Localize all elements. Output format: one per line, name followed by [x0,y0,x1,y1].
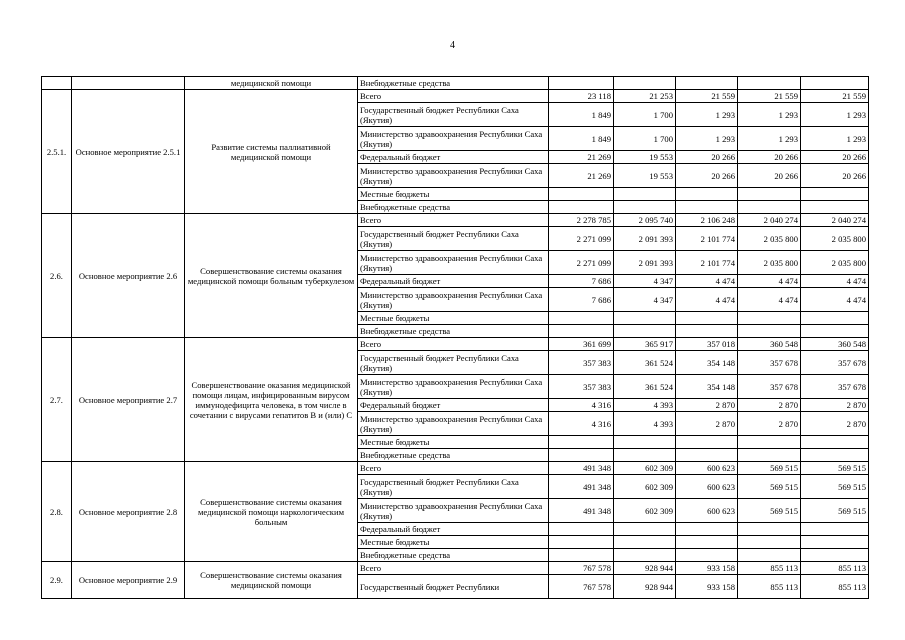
measure-name-cell: медицинской помощи [185,77,358,90]
value-cell: 2 035 800 [738,251,801,275]
value-cell: 1 293 [801,103,869,127]
value-cell [614,449,676,462]
value-cell [549,188,614,201]
value-cell [676,312,738,325]
value-cell: 1 849 [549,127,614,151]
value-cell: 1 293 [738,103,801,127]
value-cell [801,436,869,449]
value-cell: 2 870 [801,412,869,436]
value-cell: 20 266 [676,164,738,188]
source-cell: Государственный бюджет Республики [358,575,549,599]
value-cell: 491 348 [549,499,614,523]
value-cell: 357 678 [738,351,801,375]
value-cell: 20 266 [676,151,738,164]
value-cell: 2 101 774 [676,227,738,251]
code-cell: 2.6. [42,214,72,338]
source-cell: Министерство здравоохранения Республики Саха (Якутия) [358,375,549,399]
value-cell: 855 113 [738,562,801,575]
measure-name-cell: Совершенствование системы оказания медицинской помощи больным туберкулезом [185,214,358,338]
value-cell [738,325,801,338]
value-cell: 855 113 [738,575,801,599]
value-cell: 2 091 393 [614,227,676,251]
value-cell [738,77,801,90]
value-cell: 4 474 [676,288,738,312]
value-cell [549,77,614,90]
value-cell [549,523,614,536]
value-cell: 1 293 [676,127,738,151]
table-row [42,90,869,103]
value-cell [801,523,869,536]
value-cell [549,436,614,449]
value-cell: 600 623 [676,475,738,499]
value-cell: 19 553 [614,151,676,164]
source-cell: Министерство здравоохранения Республики Саха (Якутия) [358,127,549,151]
value-cell [676,77,738,90]
value-cell [676,549,738,562]
measure-name-cell: Развитие системы паллиативной медицинской помощи [185,90,358,214]
source-cell: Внебюджетные средства [358,325,549,338]
value-cell [738,449,801,462]
value-cell [738,312,801,325]
measure-cell: Основное мероприятие 2.5.1 [72,90,185,214]
source-cell: Федеральный бюджет [358,275,549,288]
value-cell [614,325,676,338]
value-cell: 357 383 [549,351,614,375]
budget-table [41,76,869,599]
value-cell [738,436,801,449]
value-cell [614,536,676,549]
source-cell: Внебюджетные средства [358,549,549,562]
value-cell [676,201,738,214]
source-cell: Местные бюджеты [358,536,549,549]
value-cell [614,188,676,201]
source-cell: Внебюджетные средства [358,77,549,90]
value-cell: 354 148 [676,375,738,399]
value-cell: 2 870 [676,412,738,436]
value-cell [676,449,738,462]
value-cell: 2 040 274 [801,214,869,227]
page-number: 4 [450,40,455,51]
source-cell: Внебюджетные средства [358,449,549,462]
value-cell [549,325,614,338]
source-cell: Федеральный бюджет [358,399,549,412]
value-cell: 569 515 [801,499,869,523]
value-cell: 602 309 [614,475,676,499]
value-cell: 2 870 [676,399,738,412]
value-cell [614,201,676,214]
value-cell: 361 699 [549,338,614,351]
value-cell [614,436,676,449]
value-cell: 767 578 [549,562,614,575]
measure-cell: Основное мероприятие 2.8 [72,462,185,562]
value-cell [738,188,801,201]
value-cell: 20 266 [801,164,869,188]
value-cell: 928 944 [614,562,676,575]
code-cell [42,77,72,90]
source-cell: Министерство здравоохранения Республики Саха (Якутия) [358,288,549,312]
value-cell: 569 515 [738,499,801,523]
source-cell: Всего [358,338,549,351]
value-cell [549,312,614,325]
value-cell: 602 309 [614,499,676,523]
value-cell: 21 559 [801,90,869,103]
value-cell [549,449,614,462]
value-cell: 357 383 [549,375,614,399]
measure-cell: Основное мероприятие 2.7 [72,338,185,462]
value-cell: 357 678 [801,375,869,399]
value-cell: 361 524 [614,375,676,399]
value-cell [801,312,869,325]
value-cell: 361 524 [614,351,676,375]
value-cell: 2 035 800 [801,227,869,251]
source-cell: Местные бюджеты [358,312,549,325]
measure-cell: Основное мероприятие 2.6 [72,214,185,338]
value-cell: 4 474 [738,288,801,312]
value-cell: 600 623 [676,499,738,523]
value-cell: 4 474 [676,275,738,288]
value-cell: 2 035 800 [738,227,801,251]
value-cell [676,188,738,201]
value-cell [738,201,801,214]
value-cell: 20 266 [738,151,801,164]
source-cell: Государственный бюджет Республики Саха (Якутия) [358,227,549,251]
value-cell [676,436,738,449]
source-cell: Государственный бюджет Республики Саха (Якутия) [358,351,549,375]
value-cell: 1 293 [801,127,869,151]
source-cell: Федеральный бюджет [358,151,549,164]
value-cell [801,201,869,214]
value-cell: 357 018 [676,338,738,351]
value-cell: 365 917 [614,338,676,351]
value-cell [801,188,869,201]
value-cell: 4 347 [614,288,676,312]
value-cell: 4 474 [801,288,869,312]
value-cell: 357 678 [801,351,869,375]
source-cell: Министерство здравоохранения Республики Саха (Якутия) [358,412,549,436]
value-cell [549,201,614,214]
source-cell: Федеральный бюджет [358,523,549,536]
value-cell: 2 271 099 [549,227,614,251]
value-cell: 569 515 [738,462,801,475]
value-cell [614,523,676,536]
table-row [42,462,869,475]
source-cell: Государственный бюджет Республики Саха (Якутия) [358,475,549,499]
value-cell: 4 474 [738,275,801,288]
source-cell: Всего [358,214,549,227]
value-cell: 600 623 [676,462,738,475]
value-cell: 602 309 [614,462,676,475]
value-cell: 2 271 099 [549,251,614,275]
value-cell [801,77,869,90]
value-cell [801,549,869,562]
value-cell: 2 870 [801,399,869,412]
value-cell: 2 870 [738,412,801,436]
value-cell [801,449,869,462]
value-cell [738,549,801,562]
value-cell: 4 474 [801,275,869,288]
value-cell [801,536,869,549]
value-cell: 19 553 [614,164,676,188]
value-cell [801,325,869,338]
value-cell: 491 348 [549,462,614,475]
source-cell: Министерство здравоохранения Республики Саха (Якутия) [358,499,549,523]
measure-name-cell: Совершенствование системы оказания медицинской помощи [185,562,358,599]
value-cell: 569 515 [738,475,801,499]
value-cell: 1 700 [614,127,676,151]
source-cell: Министерство здравоохранения Республики Саха (Якутия) [358,251,549,275]
code-cell: 2.8. [42,462,72,562]
code-cell: 2.5.1. [42,90,72,214]
value-cell [676,523,738,536]
value-cell: 1 293 [676,103,738,127]
value-cell: 4 347 [614,275,676,288]
source-cell: Местные бюджеты [358,436,549,449]
value-cell: 21 559 [676,90,738,103]
value-cell: 2 040 274 [738,214,801,227]
table-row [42,338,869,351]
source-cell: Внебюджетные средства [358,201,549,214]
value-cell: 2 278 785 [549,214,614,227]
source-cell: Министерство здравоохранения Республики Саха (Якутия) [358,164,549,188]
value-cell: 569 515 [801,462,869,475]
value-cell: 354 148 [676,351,738,375]
value-cell: 569 515 [801,475,869,499]
value-cell [738,523,801,536]
value-cell: 4 393 [614,399,676,412]
value-cell: 360 548 [738,338,801,351]
value-cell: 491 348 [549,475,614,499]
code-cell: 2.7. [42,338,72,462]
value-cell: 2 870 [738,399,801,412]
measure-cell [72,77,185,90]
source-cell: Всего [358,90,549,103]
value-cell: 7 686 [549,275,614,288]
value-cell: 2 035 800 [801,251,869,275]
value-cell: 4 316 [549,399,614,412]
value-cell: 20 266 [801,151,869,164]
source-cell: Местные бюджеты [358,188,549,201]
table-row [42,214,869,227]
value-cell: 2 106 248 [676,214,738,227]
budget-table-body [42,77,869,599]
value-cell: 357 678 [738,375,801,399]
value-cell: 767 578 [549,575,614,599]
value-cell: 23 118 [549,90,614,103]
value-cell: 4 316 [549,412,614,436]
value-cell: 855 113 [801,562,869,575]
value-cell: 933 158 [676,562,738,575]
source-cell: Всего [358,562,549,575]
value-cell [614,549,676,562]
value-cell [549,549,614,562]
value-cell: 21 559 [738,90,801,103]
value-cell [676,536,738,549]
value-cell: 933 158 [676,575,738,599]
value-cell [614,312,676,325]
table-row [42,562,869,575]
value-cell: 928 944 [614,575,676,599]
measure-name-cell: Совершенствование системы оказания медицинской помощи наркологическим больным [185,462,358,562]
table-row [42,77,869,90]
value-cell: 1 849 [549,103,614,127]
value-cell: 1 293 [738,127,801,151]
measure-name-cell: Совершенствование оказания медицинской помощи лицам, инфицированным вирусом иммунодефицита человека, в том числе в сочетании с вирусами гепатитов В и (или) С [185,338,358,462]
source-cell: Государственный бюджет Республики Саха (Якутия) [358,103,549,127]
value-cell: 2 101 774 [676,251,738,275]
value-cell: 1 700 [614,103,676,127]
source-cell: Всего [358,462,549,475]
value-cell: 2 095 740 [614,214,676,227]
value-cell [614,77,676,90]
value-cell: 855 113 [801,575,869,599]
value-cell [676,325,738,338]
value-cell: 20 266 [738,164,801,188]
value-cell: 21 253 [614,90,676,103]
value-cell: 360 548 [801,338,869,351]
value-cell: 7 686 [549,288,614,312]
value-cell [549,536,614,549]
code-cell: 2.9. [42,562,72,599]
value-cell: 4 393 [614,412,676,436]
value-cell: 2 091 393 [614,251,676,275]
measure-cell: Основное мероприятие 2.9 [72,562,185,599]
value-cell: 21 269 [549,151,614,164]
value-cell [738,536,801,549]
value-cell: 21 269 [549,164,614,188]
